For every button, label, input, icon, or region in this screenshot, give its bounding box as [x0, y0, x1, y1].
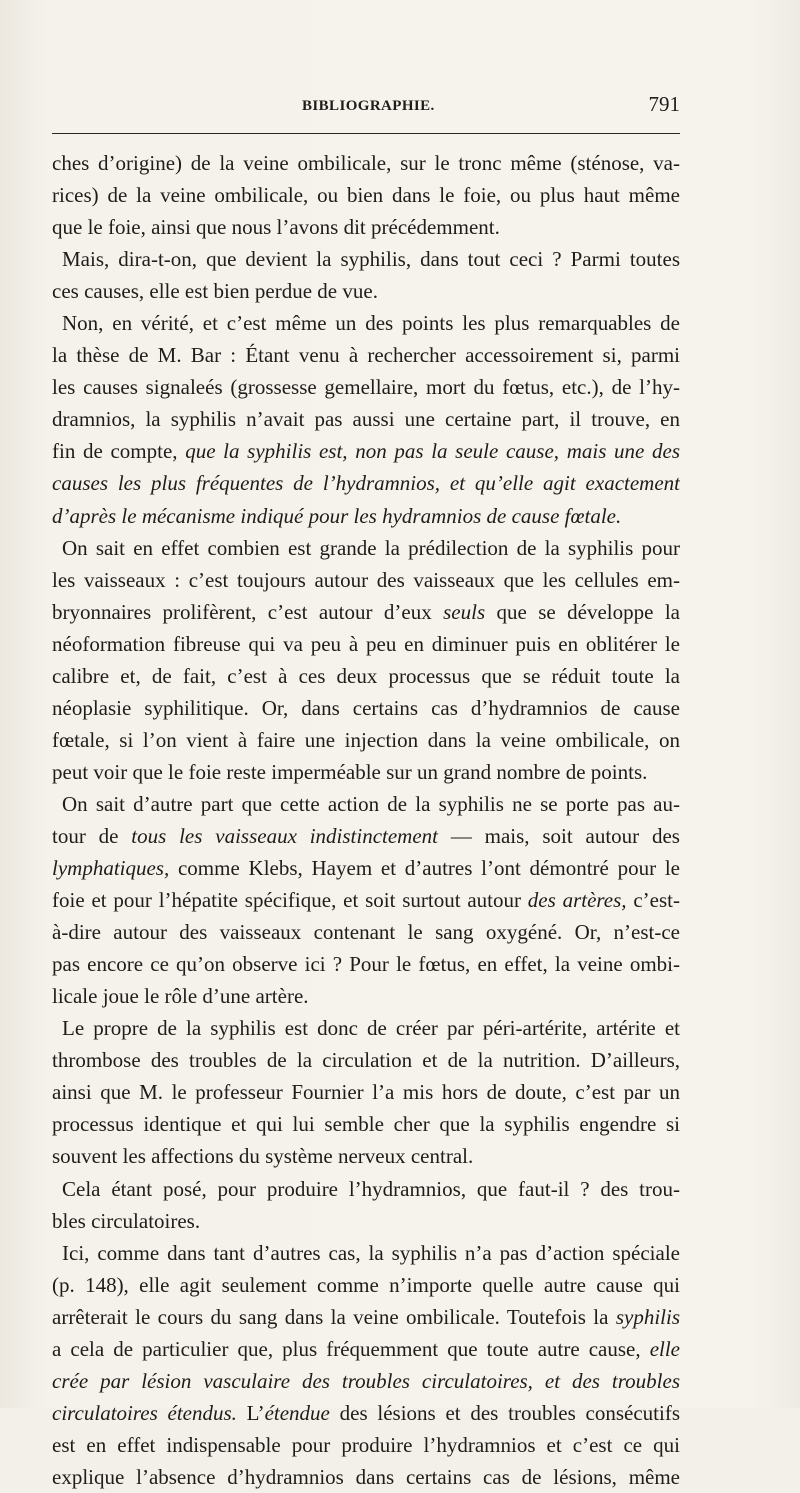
text-segment: néoplasie syphilitique. Or, dans certains cas d’hydramnios de cause [52, 695, 680, 720]
text-line [52, 1301, 680, 1333]
text-segment: bles circulatoires. [52, 1208, 201, 1233]
italic-text-segment: causes les plus fréquentes de l’hydramnios, et qu’elle agit exactement [52, 471, 680, 496]
text-line [52, 820, 680, 852]
running-head [52, 92, 680, 120]
text-segment: L’ [236, 1400, 265, 1425]
italic-text-segment: circulatoires étendus. [52, 1400, 237, 1425]
text-segment: ches d’origine) de la veine ombilicale, sur le tronc même (sténose, va- [52, 151, 680, 175]
text-line [52, 211, 680, 243]
text-segment: a cela de particulier que, plus fréquemment que toute autre cause, [52, 1336, 650, 1361]
text-segment: foie et pour l’hépatite spécifique, et soit surtout autour [52, 888, 528, 913]
text-segment: explique l’absence d’hydramnios dans certains cas de lésions, même [52, 1464, 680, 1489]
text-line [52, 980, 680, 1012]
text-line [52, 1205, 680, 1237]
text-line [52, 1108, 680, 1140]
text-line [52, 724, 680, 756]
text-segment: thrombose des troubles de la circulation et de la nutrition. D’ailleurs, [52, 1048, 680, 1073]
text-line [52, 179, 680, 211]
text-segment: les vaisseaux : c’est toujours autour des vaisseaux que les cellules em- [52, 567, 680, 592]
text-line [52, 948, 680, 980]
text-line [52, 1044, 680, 1076]
text-segment: peut voir que le foie reste imperméable sur un grand nombre de points. [52, 759, 648, 784]
text-segment: calibre et, de fait, c’est à ces deux processus que se réduit toute la [52, 663, 680, 688]
text-line [52, 916, 680, 948]
italic-text-segment: lymphatiques, [52, 856, 170, 881]
text-segment: arrêterait le cours du sang dans la veine ombilicale. Toutefois la [52, 1304, 616, 1329]
text-segment: dramnios, la syphilis n’avait pas aussi une certaine part, il trouve, en [52, 407, 680, 432]
text-line [52, 403, 680, 435]
text-line [52, 371, 680, 403]
text-line [52, 628, 680, 660]
text-line [52, 243, 680, 275]
text-line [52, 756, 680, 788]
text-segment: (p. 148), elle agit seulement comme n’importe quelle autre cause qui [52, 1272, 680, 1297]
text-line [52, 1429, 680, 1461]
text-segment: souvent les affections du système nerveux central. [52, 1144, 474, 1169]
text-line [52, 852, 680, 884]
text-line [52, 884, 680, 916]
italic-text-segment: seuls [443, 599, 486, 624]
text-segment: Le propre de la syphilis est donc de créer par péri-artérite, artérite et [62, 1016, 680, 1041]
text-line [52, 1461, 680, 1493]
text-segment: fœtale, si l’on vient à faire une injection dans la veine ombilicale, on [52, 727, 680, 752]
text-line [52, 467, 680, 499]
text-line [52, 564, 680, 596]
text-segment: bryonnaires prolifèrent, c’est autour d’eux [52, 599, 444, 624]
page-number: 791 [648, 92, 680, 116]
text-segment: à-dire autour des vaisseaux contenant le sang oxygéné. Or, n’est-ce [52, 920, 680, 945]
text-segment: fin de compte, [52, 439, 186, 464]
text-segment: Non, en vérité, et c’est même un des points les plus remarquables de [62, 311, 680, 336]
text-line [52, 307, 680, 339]
text-line [52, 1076, 680, 1108]
text-line [52, 275, 680, 307]
text-line [52, 500, 680, 532]
text-line [52, 147, 680, 179]
italic-text-segment: que la syphilis est, non pas la seule cause, mais une des [185, 439, 680, 464]
text-segment: des lésions et des troubles consécutifs [329, 1400, 680, 1425]
text-segment: pas encore ce qu’on observe ici ? Pour le fœtus, en effet, la veine ombi- [52, 952, 680, 977]
italic-text-segment: d’après le mécanisme indiqué pour les hydramnios de cause fœtale. [52, 503, 622, 528]
text-segment: On sait d’autre part que cette action de la syphilis ne se porte pas au- [62, 791, 680, 816]
text-segment: que se développe la [485, 599, 680, 624]
text-line [52, 1333, 680, 1365]
text-segment: ces causes, elle est bien perdue de vue. [52, 279, 378, 304]
text-segment: tour de [52, 823, 132, 848]
text-segment: licale joue le rôle d’une artère. [52, 984, 309, 1009]
text-line [52, 435, 680, 467]
text-segment: les causes signaleés (grossesse gemellaire, mort du fœtus, etc.), de l’hy- [52, 375, 680, 400]
text-segment: la thèse de M. Bar : Étant venu à rechercher accessoirement si, parmi [52, 343, 680, 368]
italic-text-segment: crée par lésion vasculaire des troubles circulatoires, et des troubles [52, 1368, 680, 1393]
text-line [52, 1269, 680, 1301]
text-segment: c’est- [626, 888, 680, 913]
text-segment: Cela étant posé, pour produire l’hydramnios, que faut-il ? des trou- [62, 1176, 680, 1201]
text-segment: rices) de la veine ombilicale, ou bien dans le foie, ou plus haut même [52, 183, 680, 208]
text-segment: comme Klebs, Hayem et d’autres l’ont démontré pour le [169, 856, 680, 881]
text-segment: Mais, dira-t-on, que devient la syphilis, dans tout ceci ? Parmi toutes [62, 247, 680, 272]
text-segment: On sait en effet combien est grande la prédilection de la syphilis pour [62, 535, 680, 560]
text-segment: néoformation fibreuse qui va peu à peu en diminuer puis en oblitérer le [52, 631, 680, 656]
text-line [52, 1173, 680, 1205]
italic-text-segment: elle [649, 1336, 680, 1361]
italic-text-segment: tous les vaisseaux indistinctement [131, 823, 439, 848]
text-line [52, 1397, 680, 1429]
italic-text-segment: des artères, [527, 888, 627, 913]
italic-text-segment: syphilis [615, 1304, 680, 1329]
text-line [52, 339, 680, 371]
text-line [52, 1140, 680, 1172]
body-text [52, 147, 680, 1493]
text-segment: processus identique et qui lui semble cher que la syphilis engendre si [52, 1112, 680, 1137]
text-line [52, 532, 680, 564]
text-line [52, 1237, 680, 1269]
running-head-title: BIBLIOGRAPHIE. [302, 98, 435, 114]
text-line [52, 660, 680, 692]
text-segment: — mais, soit autour des [438, 823, 680, 848]
italic-text-segment: étendue [264, 1400, 330, 1425]
text-line [52, 596, 680, 628]
text-segment: Ici, comme dans tant d’autres cas, la syphilis n’a pas d’action spéciale [62, 1240, 680, 1265]
text-line [52, 692, 680, 724]
text-segment: ainsi que M. le professeur Fournier l’a mis hors de doute, c’est par un [52, 1080, 680, 1105]
text-line [52, 1365, 680, 1397]
text-segment: que le foie, ainsi que nous l’avons dit précédemment. [52, 215, 500, 240]
text-line [52, 1012, 680, 1044]
text-line [52, 788, 680, 820]
text-segment: est en effet indispensable pour produire l’hydramnios et c’est ce qui [52, 1432, 680, 1457]
header-rule [52, 133, 680, 134]
